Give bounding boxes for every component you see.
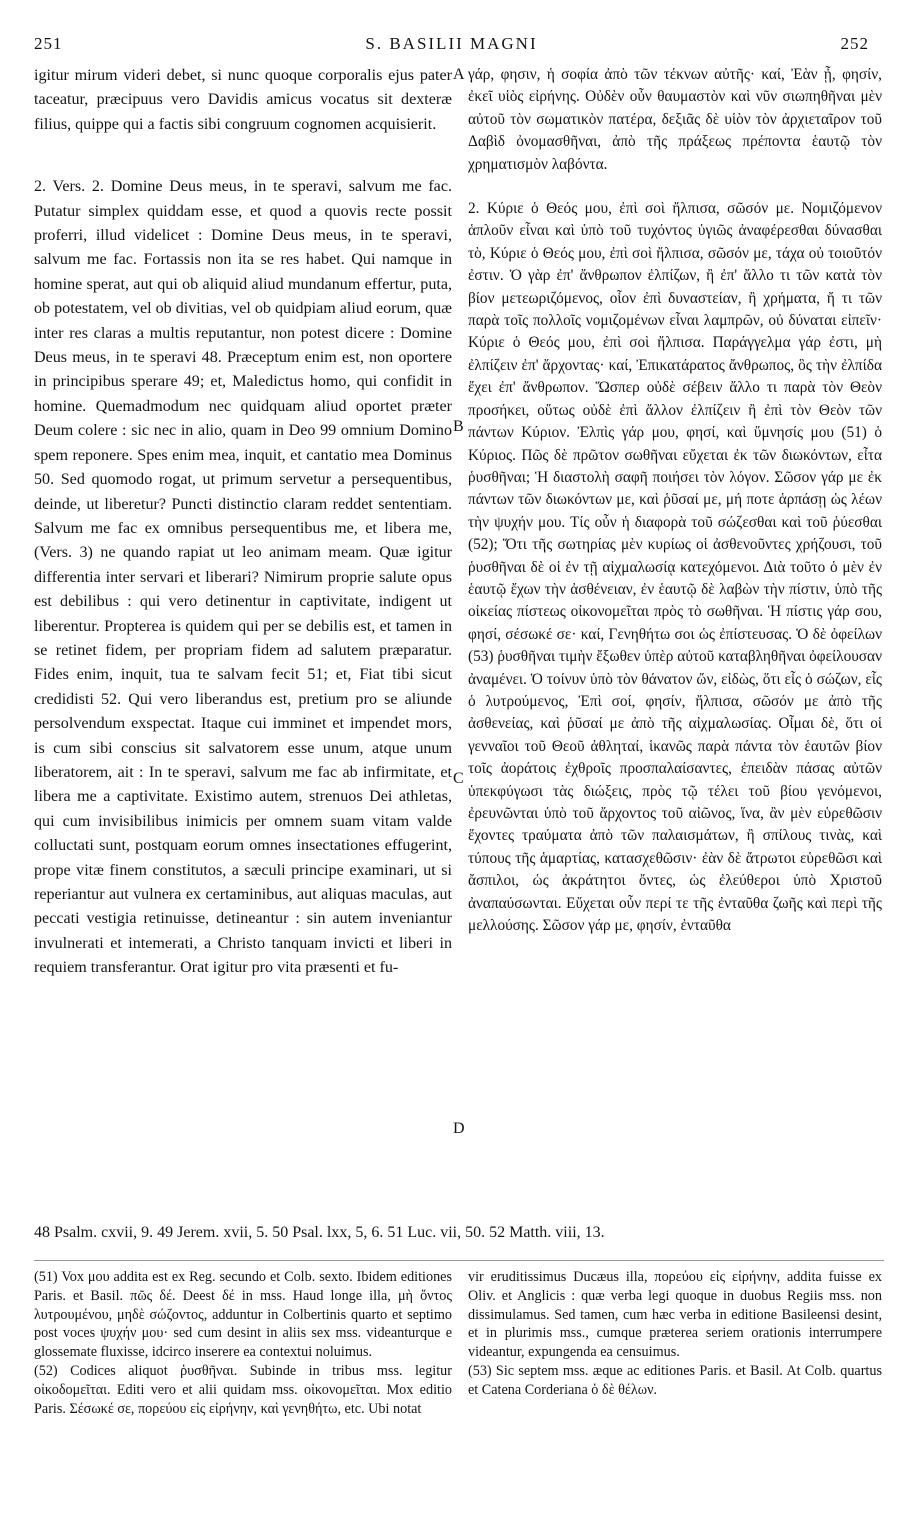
right-page-number: 252 (840, 34, 869, 53)
margin-letter-c: C (453, 770, 464, 787)
footnote-52-continued: vir eruditissimus Ducæus illa, πορεύου εἰς εἰρήνην, addita fuisse ex Oliv. et Anglicis : quæ verba legi quoque in duobus Regiis mss. non dissimulamus. Sed tamen, cum hæc verba in editione Basileensi desint, et in plurimis mss., cumque præterea seriem orationis interrumpere videantur, expungenda ea censuimus. (468, 1269, 882, 1361)
running-title: S. BASILII MAGNI (365, 34, 538, 53)
latin-paragraph-2: 2. Vers. 2. Domine Deus meus, in te speravi, salvum me fac. Putatur simplex quiddam esse, et quod a quovis recte possit proferri, illud videlicet : Domine Deus meus, in te speravi, salvum me fac. Fortassis non ita se res habet. Qui namque in homine sperat, aut qui ob aliquid aliud mundanum effertur, puta, ob potestatem, vel ob divitias, vel ob quidpiam aliud eorum, quæ inter res claras a multis reputantur, non potest dicere : Domine Deus meus, in te speravi 48. Præceptum enim est, non oportere in principibus sperare 49; et, Maledictus homo, qui confidit in homine. Quemadmodum nec quidquam aliud oportet præter Deum colere : sic nec in alio, quam in Deo 99 omnium Domino spem reponere. Spes enim mea, inquit, et cantatio mea Dominus 50. Sed quomodo rogat, ut primum servetur a persequentibus, deinde, ut liberetur? Puncti distinctio claram reddet sententiam. Salvum me fac ex omnibus persequentibus me, et libera me, (Vers. 3) ne quando rapiat ut leo animam meam. Quæ igitur differentia inter servari et liberari? Nimirum proprie salute opus est debilibus : qui vero detinentur in captivitate, indigent ut liberentur. Propterea is quidem qui per se debilis est, et tamen in se retinet fidem, per propriam fidem ad salutem præparatur. Fides enim, inquit, tua te salvam fecit 51; et, Fiat tibi sicut credidisti 52. Qui vero liberandus est, pretium pro se aliunde persolvendum exspectat. Itaque cui imminet et impendet mors, is cum sibi conscius sit salvatorem esse unum, atque unum liberatorem, ait : In te speravi, salvum me fac ab infirmitate, et libera me a captivitate. Existimo autem, strenuos Dei athletas, qui cum invisibilibus inimicis per omnem suam vitam valde colluctati sunt, postquam eorum omnes insectationes effugerint, prope vitæ finem constitutos, a sæculi principe examinari, ut si reperiantur aut vulnera ex certaminibus, aut aliquas maculas, aut peccati vestigia retinuisse, detineantur : sin autem inveniantur invulnerati et intemerati, a Christo tanquam invicti et liberi in requiem transferantur. Orat igitur pro vita præsenti et fu- (34, 178, 452, 977)
footnote-53: (53) Sic septem mss. æque ac editiones Paris. et Basil. At Colb. quartus et Catena Corderiana ὁ δὲ θέλων. (468, 1362, 882, 1398)
footnote-52: (52) Codices aliquot ῥυσθῆναι. Subinde in tribus mss. legitur οἰκοδομεῖται. Editi vero et alii quidam mss. οἰκονομεῖται. Mox editio Paris. Σέσωκέ σε, πορεύου εἰς εἰρήνην, καὶ γενηθήτω, etc. Ubi notat (34, 1362, 452, 1417)
footnote-51: (51) Vox μου addita est ex Reg. secundo et Colb. sexto. Ibidem editiones Paris. et Basil. πῶς δέ. Deest δέ in mss. Haud longe illa, μὴ ὄντος λυτρουμένου, μηδὲ σώζοντος, adduntur in Colbertinis quarto et septimo post voces ψυχήν μου· sed cum desint in aliis sex mss. videanturque e glossemate fluxisse, idcirco inserere ea contextui noluimus. (34, 1269, 452, 1361)
greek-paragraph-1: γάρ, φησιν, ἡ σοφία ἀπὸ τῶν τέκνων αὐτῆς· καί, Ἐὰν ᾖ, φησίν, ἐκεῖ υἱὸς εἰρήνης. Οὐδὲν οὖν θαυμαστὸν καὶ νῦν σιωπηθῆναι μὲν αὐτοῦ τὸν σωματικὸν πατέρα, δεξιᾶς δὲ υἱὸν τὸν ἀρχιεταῖρον τοῦ Δαβὶδ ὀνομασθῆναι, ἀπὸ τῆς πράξεως πρέποντα ἑαυτῷ τὸν χρηματισμὸν λαβόντα. (468, 66, 882, 173)
footnotes-left (34, 1268, 452, 1418)
margin-letter-a: A (453, 66, 465, 83)
latin-paragraph-1: igitur mirum videri debet, si nunc quoque corporalis ejus pater taceatur, præcipuus vero Davidis amicus vocatus sit dexteræ filius, quippe qui a factis sibi congruum cognomen acquisierit. (34, 67, 452, 133)
greek-paragraph-2: 2. Κύριε ὁ Θεός μου, ἐπὶ σοὶ ἤλπισα, σῶσόν με. Νομιζόμενον ἁπλοῦν εἶναι καὶ ὑπὸ τοῦ τυχόντος ὑγιῶς ἀναφέρεσθαι δύνασθαι τὸ, Κύριε ὁ Θεός μου, ἐπὶ σοὶ ἤλπισα, σῶσόν με, τάχα οὐ τοιοῦτόν ἐστιν. Ὁ γὰρ ἐπ' ἄνθρωπον ἐλπίζων, ἢ ἐπ' ἄλλο τι τῶν κατὰ τὸν βίον μετεωριζόμενος, οἷον ἐπὶ δυναστείαν, ἢ χρήματα, ἤ τι τῶν παρὰ τοῖς πολλοῖς νομιζομένων εἶναι λαμπρῶν, οὐ δύναται εἰπεῖν· Κύριε ὁ Θεός μου, ἐπὶ σοὶ ἤλπισα. Παράγγελμα γάρ ἐστι, μὴ ἐλπίζειν ἐπ' ἄρχοντας· καί, Ἐπικατάρατος ἄνθρωπος, ὃς τὴν ἐλπίδα ἔχει ἐπ' ἄνθρωπον. Ὥσπερ οὐδὲ σέβειν ἄλλο τι παρὰ τὸν Θεὸν προσήκει, οὕτως οὐδὲ ἐπὶ ἄλλον ἐλπίζειν ἢ ἐπὶ τὸν Θεὸν τῶν πάντων Κύριον. Ἐλπὶς γάρ μου, φησί, καὶ ὕμνησίς μου (51) ὁ Κύριος. Πῶς δὲ πρῶτον σωθῆναι εὔχεται ἐκ τῶν διωκόντων, εἶτα ῥυσθῆναι; Ἡ διαστολὴ σαφῆ ποιήσει τὸν λόγον. Σῶσον γάρ με ἐκ πάντων τῶν διωκόντων με, καὶ ῥῦσαί με, μή ποτε ἁρπάσῃ ὡς λέων τὴν ψυχήν μου. Τίς οὖν ἡ διαφορὰ τοῦ σώζεσθαι καὶ τοῦ ῥύεσθαι (52); Ὅτι τῆς σωτηρίας μὲν κυρίως οἱ ἀσθενοῦντες χρήζουσι, τοῦ ῥυσθῆναι δὲ οἱ ἐν τῇ αἰχμαλωσίᾳ κατεχόμενοι. Διὰ τοῦτο ὁ μὲν ἐν ἑαυτῷ ἔχων τὴν ἀσθένειαν, ἐν ἑαυτῷ δὲ λαβὼν τὴν πίστιν, ὑπὸ τῆς οἰκείας πίστεως οἰκονομεῖται πρὸς τὸ σωθῆναι. Ἡ πίστις γάρ σου, φησί, σέσωκέ σε· καί, Γενηθήτω σοι ὡς ἐπίστευσας. Ὁ δὲ ὀφείλων (53) ῥυσθῆναι τιμὴν ἔξωθεν ὑπὲρ αὐτοῦ καταβληθῆναι ὀφείλουσαν ἀναμένει. Ὁ τοίνυν ὑπὸ τὸν θάνατον ὤν, εἰδὼς, ὅτι εἷς ὁ σώζων, εἷς ὁ λυτρούμενος, Ἐπὶ σοί, φησίν, ἤλπισα, σῶσόν με ἀπὸ τῆς ἀσθενείας, καὶ ῥῦσαί με ἀπὸ τῆς αἰχμαλωσίας. Οἶμαι δὲ, ὅτι οἱ γενναῖοι τοῦ Θεοῦ ἀθληταί, ἱκανῶς παρὰ πάντα τὸν ἑαυτῶν βίον τοῖς ἀοράτοις ἐχθροῖς προσπαλαίσαντες, ἐπειδὰν πάσας αὐτῶν ὑπεκφύγωσι τὰς διώξεις, πρὸς τῷ τέλει τοῦ βίου γενόμενοι, ἐρευνῶνται ὑπὸ τοῦ ἄρχοντος τοῦ αἰῶνος, ἵνα, ἂν μὲν εὑρεθῶσιν ἔχοντες τραύματα ἀπὸ τῶν παλαισμάτων, ἢ σπίλους τινὰς, καὶ τύπους τῆς ἁμαρτίας, κατασχεθῶσιν· ἐὰν δὲ ἄτρωτοι εὑρεθῶσι καὶ ἄσπιλοι, ὡς ἀκράτητοι ὄντες, ὡς ἐλεύθεροι ὑπὸ Χριστοῦ ἀναπαύσωνται. Εὔχεται οὖν περί τε τῆς ἐνταῦθα ζωῆς καὶ περὶ τῆς μελλούσης. Σῶσον γάρ με, φησίν, ἐνταῦθα (468, 200, 882, 935)
latin-column (34, 64, 452, 981)
footnotes-right (468, 1268, 882, 1400)
running-header (34, 34, 869, 58)
greek-column (468, 64, 882, 937)
footnote-divider (34, 1260, 884, 1261)
margin-letter-b: B (453, 418, 464, 435)
left-page-number: 251 (34, 34, 63, 53)
scripture-references: 48 Psalm. cxvii, 9. 49 Jerem. xvii, 5. 50 Psal. lxx, 5, 6. 51 Luc. vii, 50. 52 Matth. viii, 13. (34, 1224, 605, 1241)
margin-letter-d: D (453, 1120, 465, 1137)
